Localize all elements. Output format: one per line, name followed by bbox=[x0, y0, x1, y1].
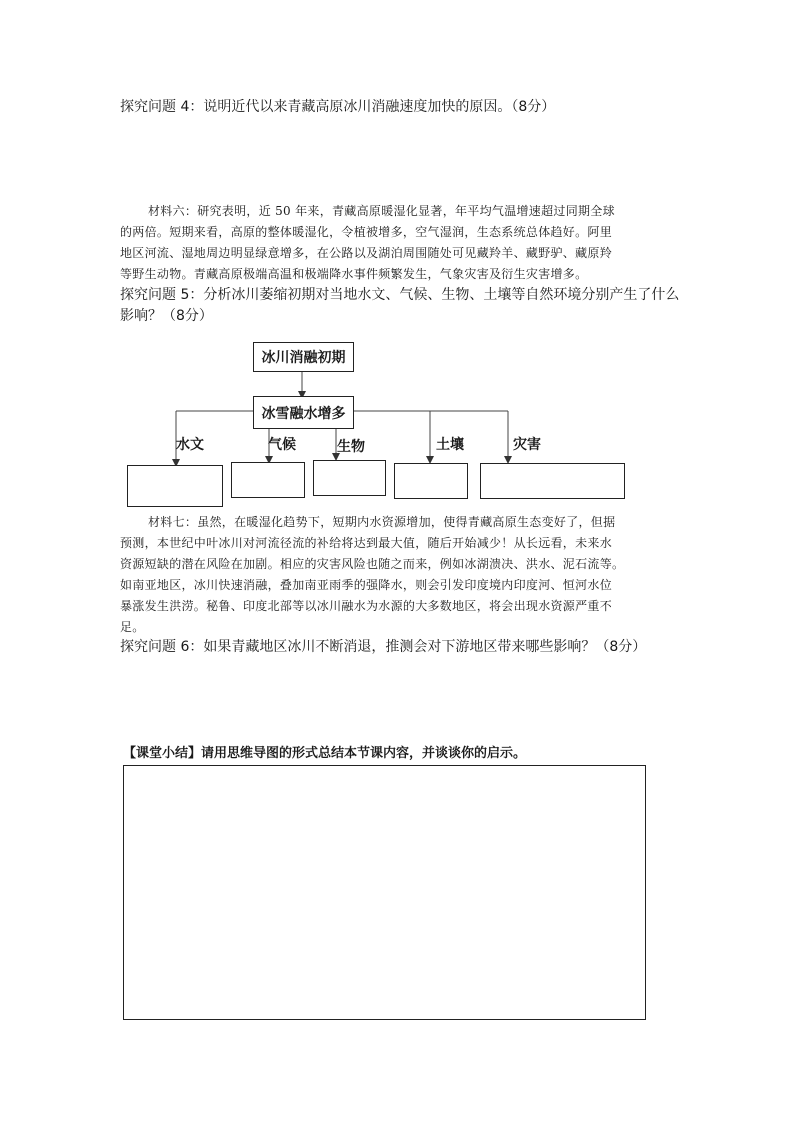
category-biology: 生物 bbox=[337, 439, 365, 455]
answer-box-disaster[interactable] bbox=[480, 463, 625, 499]
answer-box-soil[interactable] bbox=[394, 463, 468, 499]
material-6-line: 等野生动物。青藏高原极端高温和极端降水事件频繁发生，气象灾害及衍生灾害增多。 bbox=[120, 267, 588, 281]
material-6-line: 的两倍。短期来看，高原的整体暖湿化，令植被增多，空气湿润，生态系统总体趋好。阿里 bbox=[120, 225, 613, 239]
summary-answer-box[interactable] bbox=[123, 765, 646, 1020]
answer-box-hydrology[interactable] bbox=[127, 465, 223, 507]
answer-box-climate[interactable] bbox=[231, 462, 305, 498]
material-7 bbox=[120, 512, 680, 638]
material-6-line: 地区河流、湿地周边明显绿意增多，在公路以及湖泊周围随处可见藏羚羊、藏野驴、藏原羚 bbox=[120, 246, 613, 260]
class-summary-heading: 【课堂小结】请用思维导图的形式总结本节课内容，并谈谈你的启示。 bbox=[123, 746, 527, 761]
material-7-line: 预测，本世纪中叶冰川对河流径流的补给将达到最大值，随后开始减少！从长远看，未来水 bbox=[120, 536, 613, 550]
category-disaster: 灾害 bbox=[513, 437, 541, 453]
question-5-line: 影响？（8分） bbox=[120, 308, 213, 324]
category-climate: 气候 bbox=[268, 437, 296, 453]
material-7-line: 暴涨发生洪涝。秘鲁、印度北部等以冰川融水为水源的大多数地区，将会出现水资源严重不 bbox=[120, 599, 613, 613]
glacier-melt-early-box: 冰川消融初期 bbox=[253, 342, 354, 372]
answer-box-biology[interactable] bbox=[313, 460, 386, 496]
meltwater-increase-box: 冰雪融水增多 bbox=[253, 396, 354, 429]
question-5-line: 探究问题 5：分析冰川萎缩初期对当地水文、气候、生物、土壤等自然环境分别产生了什么 bbox=[120, 287, 680, 303]
material-7-line: 材料七：虽然，在暖湿化趋势下，短期内水资源增加，使得青藏高原生态变好了，但据 bbox=[148, 515, 616, 529]
category-hydrology: 水文 bbox=[176, 437, 204, 453]
question-4: 探究问题 4：说明近代以来青藏高原冰川消融速度加快的原因。（8分） bbox=[120, 99, 556, 115]
question-6: 探究问题 6：如果青藏地区冰川不断消退，推测会对下游地区带来哪些影响？（8分） bbox=[120, 639, 647, 655]
material-7-line: 如南亚地区，冰川快速消融，叠加南亚雨季的强降水，则会引发印度境内印度河、恒河水位 bbox=[120, 578, 613, 592]
material-7-line: 足。 bbox=[120, 620, 145, 634]
material-6-line: 材料六：研究表明，近 50 年来，青藏高原暖湿化显著，年平均气温增速超过同期全球 bbox=[148, 204, 615, 218]
category-soil: 土壤 bbox=[436, 437, 464, 453]
material-7-line: 资源短缺的潜在风险在加剧。相应的灾害风险也随之而来，例如冰湖溃决、洪水、泥石流等。 bbox=[120, 557, 625, 571]
